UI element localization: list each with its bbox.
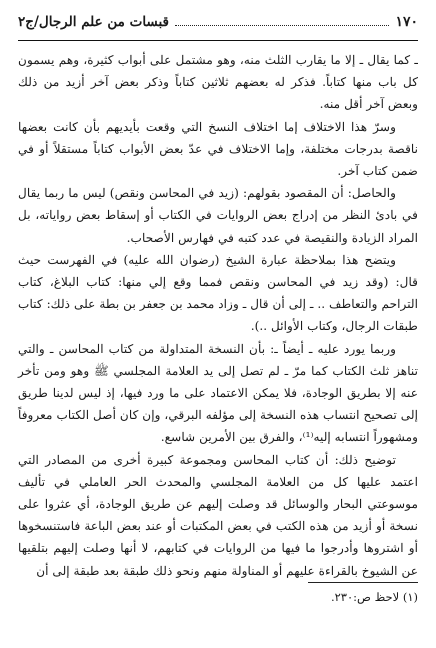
footnote-rule (308, 582, 418, 583)
paragraph: وسرّ هذا الاختلاف إما اختلاف النسخ التي وقعت بأيديهم بأن كانت بعضها ناقصة بدرجات مختلفة، وإما الاختلاف في عدّ بعض الأبواب كتاباً مستقلاً أو في ضمن كتاب آخر. (18, 119, 418, 179)
page-body (18, 49, 418, 582)
footnote: (١) لاحظ ص:٢٣٠. (330, 590, 418, 604)
paragraph: ـ كما يقال ـ إلا ما يقارب الثلث منه، وهو مشتمل على أبواب كثيرة، وهم يسمون كل باب منها كتاباً. فذكر له بعضهم ثلاثين كتاباً وذكر بعض آخر أزيد من ذلك وبعض آخر أقل منه. (18, 53, 418, 112)
paragraph: ويتضح هذا بملاحظة عبارة الشيخ (رضوان الله عليه) في الفهرست حيث قال: (وقد زيد في المحاسن ونقص فمما وقع إلي منها: كتاب البلاغ، كتاب التراحم والتعاطف .. ـ إلى أن قال ـ وزاد محمد بن جعفر بن بطة على ذلك: كتاب طبقات الرجال، وكتاب الأوائل ..). (18, 252, 418, 334)
paragraph: والحاصل: أن المقصود بقولهم: (زيد في المحاسن ونقص) ليس ما ربما يقال في بادئ النظر من إدراج بعض الروايات في الكتاب أو إسقاط بعض رواياته، بل المراد الزيادة والنقيصة في عدد كتبه في فهارس الأصحاب. (18, 186, 418, 245)
paragraph: وربما يورد عليه ـ أيضاً ـ: بأن النسخة المتداولة من كتاب المحاسن ـ والتي تناهز ثلث الكتاب كما مرّ ـ لم تصل إلى يد العلامة المجلسي ﷺ وهو ومن تأخر عنه إلا بطريق الوجادة، فلا يمكن الاعتماد على ما ورد فيها، إذ ليس لدينا طريق إلى تصحيح انتساب هذه النسخة إلى مؤلفه البرقي، وإن كان أصل الكتاب معروفاً ومشهوراً انتسابه إليه⁽¹⁾، والفرق بين الأمرين شاسع. (18, 341, 418, 445)
page-header (18, 14, 418, 38)
running-title: قبسات من علم الرجال/ج٢ (18, 14, 169, 30)
header-dotted-leader (175, 24, 389, 26)
page-number: ١٧٠ (395, 14, 418, 30)
paragraph: توضيح ذلك: أن كتاب المحاسن ومجموعة كبيرة أخرى من المصادر التي اعتمد عليها كل من العلامة المجلسي والمحدث الحر العاملي في تأليف موسوعتي البحار والوسائل قد وصلت إليهم عن طريق الوجادة، أي عثروا على نسخة أو أزيد من هذه الكتب في بعض المكتبات أو عند بعض الباعة فاستنسخوها أو اشتروها وأدرجوا ما فيها من الروايات في كتابهم، لا أنها وصلت إليهم بتلقيها عن الشيوخ بالقراءة عليهم أو المناولة منهم ونحو ذلك طبقة بعد طبقة إلى أن (18, 452, 418, 578)
header-rule (18, 40, 418, 41)
